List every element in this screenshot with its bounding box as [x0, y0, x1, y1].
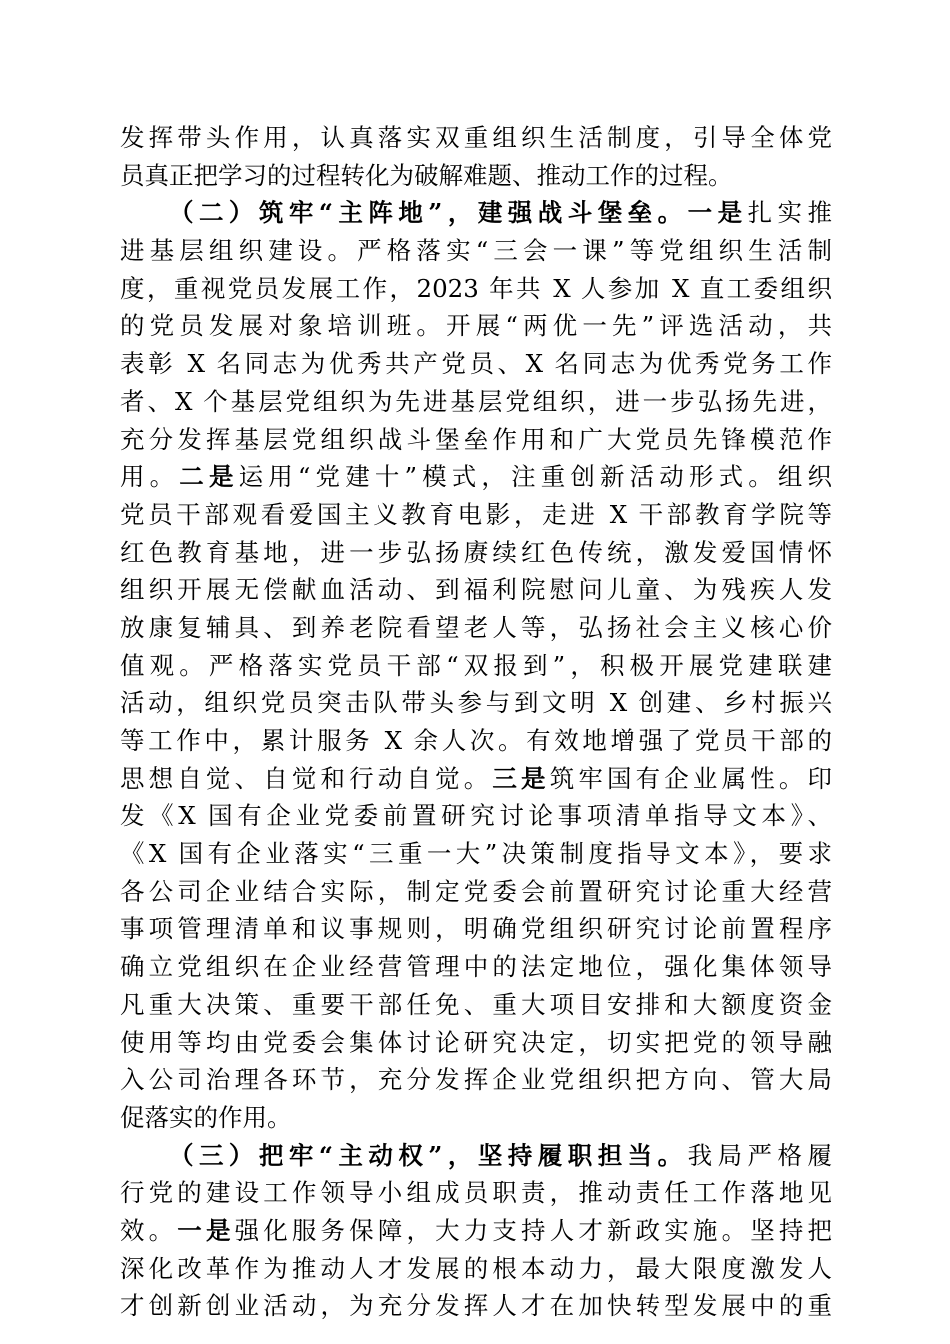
text-segment: 筑牢国有企业属性。印 — [549, 763, 833, 793]
text-segment: 效。 — [120, 1215, 178, 1245]
text-line — [120, 458, 832, 496]
text-segment: 促落实的作用。 — [120, 1102, 292, 1132]
text-line — [120, 835, 832, 873]
text-segment: 的党员发展对象培训班。开展“两优一先”评选活动，共 — [120, 311, 832, 341]
text-segment: 扎实推 — [747, 198, 832, 228]
text-segment: 进基层组织建设。严格落实“三会一课”等党组织生活制 — [120, 236, 832, 266]
text-segment: 事项管理清单和议事规则，明确党组织研究讨论前置程序 — [120, 914, 832, 944]
text-segment: 我局严格履 — [687, 1140, 832, 1170]
text-segment: 员真正把学习的过程转化为破解难题、推动工作的过程。 — [120, 160, 733, 190]
bold-text-segment: 一是 — [687, 198, 748, 228]
text-segment: 才创新创业活动，为充分发挥人才在加快转型发展中的重 — [120, 1291, 832, 1321]
text-line — [120, 307, 832, 345]
text-line — [120, 760, 832, 798]
text-line — [120, 1212, 832, 1250]
document-body — [120, 119, 832, 1325]
text-line — [120, 345, 832, 383]
text-segment: 凡重大决策、重要干部任免、重大项目安排和大额度资金 — [120, 989, 832, 1019]
text-segment: 《X 国有企业落实“三重一大”决策制度指导文本》，要求 — [120, 839, 832, 869]
text-segment: 等工作中，累计服务 X 余人次。有效地增强了党员干部的 — [120, 726, 832, 755]
text-segment: 度，重视党员发展工作，2023 年共 X 人参加 X 直工委组织 — [120, 273, 832, 303]
text-segment: 思想自觉、自觉和行动自觉。 — [120, 763, 493, 793]
bold-text-segment: 二是 — [179, 462, 239, 492]
text-line — [120, 232, 832, 270]
text-segment: 表彰 X 名同志为优秀共产党员、X 名同志为优秀党务工作 — [120, 349, 832, 379]
text-line — [120, 383, 832, 421]
text-segment: 入公司治理各环节，充分发挥企业党组织把方向、管大局 — [120, 1065, 832, 1095]
text-segment: 红色教育基地，进一步弘扬赓续红色传统，激发爱国情怀 — [120, 537, 832, 567]
text-line — [120, 1099, 832, 1137]
text-segment: 使用等均由党委会集体讨论研究决定，切实把党的领导融 — [120, 1027, 832, 1057]
text-segment: 值观。严格落实党员干部“双报到”，积极开展党建联建 — [120, 650, 832, 680]
text-segment: 发挥带头作用，认真落实双重组织生活制度，引导全体党 — [120, 123, 832, 152]
text-line — [120, 1024, 832, 1062]
text-segment: 发《X 国有企业党委前置研究讨论事项清单指导文本》、 — [120, 801, 832, 831]
text-line — [120, 797, 832, 835]
text-line — [120, 1287, 832, 1325]
text-segment: 行党的建设工作领导小组成员职责，推动责任工作落地见 — [120, 1178, 832, 1208]
text-line — [120, 910, 832, 948]
text-segment: 各公司企业结合实际，制定党委会前置研究讨论重大经营 — [120, 876, 832, 906]
text-segment: 运用“党建十”模式，注重创新活动形式。组织 — [238, 462, 833, 492]
text-line — [120, 986, 832, 1024]
text-line — [120, 647, 832, 685]
text-line — [120, 496, 832, 534]
text-segment: 党员干部观看爱国主义教育电影，走进 X 干部教育学院等 — [120, 499, 832, 529]
text-line — [120, 1137, 832, 1175]
text-segment: 组织开展无偿献血活动、到福利院慰问儿童、为残疾人发 — [120, 575, 832, 605]
text-line — [120, 119, 832, 157]
bold-text-segment: （二）筑牢“主阵地”，建强战斗堡垒。 — [169, 198, 688, 228]
text-segment: 用。 — [120, 462, 180, 492]
text-line — [120, 1061, 832, 1099]
text-segment: 活动，组织党员突击队带头参与到文明 X 创建、乡村振兴 — [120, 688, 832, 718]
text-line — [120, 534, 832, 572]
text-line — [120, 722, 832, 760]
text-segment: 放康复辅具、到养老院看望老人等，弘扬社会主义核心价 — [120, 612, 832, 642]
text-line — [120, 194, 832, 232]
text-line — [120, 421, 832, 459]
text-segment: 充分发挥基层党组织战斗堡垒作用和广大党员先锋模范作 — [120, 424, 832, 454]
text-line — [120, 157, 832, 195]
text-segment: 者、X 个基层党组织为先进基层党组织，进一步弘扬先进， — [120, 386, 832, 416]
text-line — [120, 571, 832, 609]
text-line — [120, 609, 832, 647]
text-line — [120, 1174, 832, 1212]
text-line — [120, 1250, 832, 1288]
text-line — [120, 270, 832, 308]
bold-text-segment: 三是 — [492, 763, 550, 793]
text-segment: 深化改革作为推动人才发展的根本动力，最大限度激发人 — [120, 1253, 832, 1283]
bold-text-segment: （三）把牢“主动权”，坚持履职担当。 — [169, 1140, 688, 1170]
text-line — [120, 873, 832, 911]
text-line — [120, 948, 832, 986]
bold-text-segment: 一是 — [177, 1215, 235, 1245]
text-segment: 强化服务保障，大力支持人才新政实施。坚持把 — [234, 1215, 833, 1245]
text-line — [120, 684, 832, 722]
text-segment: 确立党组织在企业经营管理中的法定地位，强化集体领导 — [120, 952, 832, 982]
